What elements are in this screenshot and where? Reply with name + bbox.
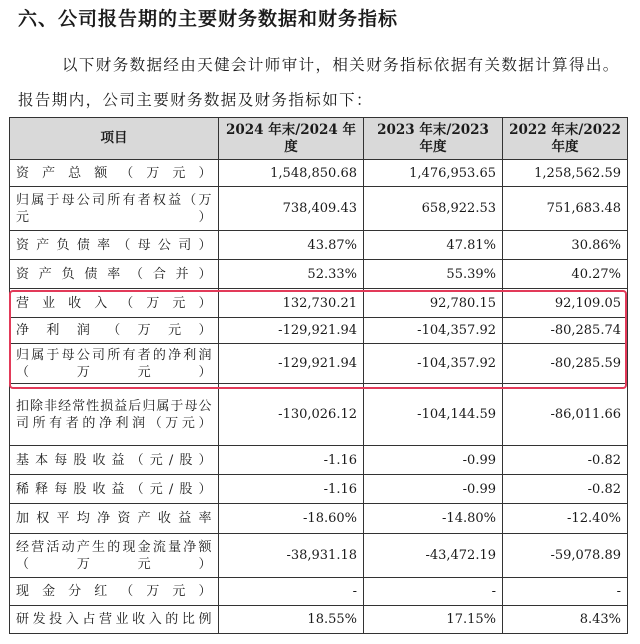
cell-2022: -0.82 — [503, 475, 628, 504]
cell-2023: -104,357.92 — [364, 318, 503, 344]
cell-2023: -104,144.59 — [364, 384, 503, 446]
cell-2024: -38,931.18 — [219, 534, 364, 578]
cell-2024: - — [219, 578, 364, 606]
table-row — [10, 231, 628, 260]
cell-2023: -43,472.19 — [364, 534, 503, 578]
row-label: 资产负债率（合并） — [10, 260, 219, 289]
table-row — [10, 344, 628, 384]
row-label: 营业收入（万元） — [10, 289, 219, 318]
cell-2022: 8.43% — [503, 606, 628, 634]
table-row — [10, 534, 628, 578]
column-header-2024: 2024 年末/2024 年度 — [219, 118, 364, 160]
cell-2022: 1,258,562.59 — [503, 160, 628, 187]
cell-2024: 52.33% — [219, 260, 364, 289]
cell-2023: - — [364, 578, 503, 606]
table-row — [10, 475, 628, 504]
financial-data-table — [9, 117, 628, 634]
cell-2022: -80,285.59 — [503, 344, 628, 384]
cell-2022: 92,109.05 — [503, 289, 628, 318]
row-label: 归属于母公司所有者的净利润（万元） — [10, 344, 219, 384]
cell-2024: -130,026.12 — [219, 384, 364, 446]
cell-2024: -1.16 — [219, 446, 364, 475]
row-label: 研发投入占营业收入的比例 — [10, 606, 219, 634]
column-header-item: 项目 — [10, 118, 219, 160]
cell-2023: 55.39% — [364, 260, 503, 289]
row-label: 加权平均净资产收益率 — [10, 504, 219, 534]
cell-2024: 738,409.43 — [219, 187, 364, 231]
cell-2022: -59,078.89 — [503, 534, 628, 578]
row-label: 归属于母公司所有者权益（万元） — [10, 187, 219, 231]
cell-2022: - — [503, 578, 628, 606]
row-label: 经营活动产生的现金流量净额（万元） — [10, 534, 219, 578]
row-label: 基本每股收益（元/股） — [10, 446, 219, 475]
table-header-row — [10, 118, 628, 160]
cell-2022: 30.86% — [503, 231, 628, 260]
cell-2024: 132,730.21 — [219, 289, 364, 318]
cell-2023: 1,476,953.65 — [364, 160, 503, 187]
table-row — [10, 160, 628, 187]
row-label: 净利润（万元） — [10, 318, 219, 344]
section-title: 六、公司报告期的主要财务数据和财务指标 — [18, 8, 399, 30]
row-label: 现金分红（万元） — [10, 578, 219, 606]
table-row — [10, 504, 628, 534]
cell-2023: 92,780.15 — [364, 289, 503, 318]
cell-2023: -0.99 — [364, 446, 503, 475]
cell-2024: -1.16 — [219, 475, 364, 504]
cell-2024: 43.87% — [219, 231, 364, 260]
table-row — [10, 187, 628, 231]
cell-2022: 751,683.48 — [503, 187, 628, 231]
intro-paragraph-line-1: 以下财务数据经由天健会计师审计，相关财务指标依据有关数据计算得出。 — [62, 56, 620, 74]
cell-2022: -80,285.74 — [503, 318, 628, 344]
cell-2023: 17.15% — [364, 606, 503, 634]
cell-2024: 1,548,850.68 — [219, 160, 364, 187]
column-header-2023: 2023 年末/2023 年度 — [364, 118, 503, 160]
row-label: 资产总额（万元） — [10, 160, 219, 187]
table-row — [10, 318, 628, 344]
intro-paragraph-line-2: 报告期内，公司主要财务数据及财务指标如下： — [18, 91, 373, 109]
cell-2024: -129,921.94 — [219, 318, 364, 344]
table-row — [10, 289, 628, 318]
cell-2024: -129,921.94 — [219, 344, 364, 384]
cell-2022: -86,011.66 — [503, 384, 628, 446]
cell-2022: -12.40% — [503, 504, 628, 534]
table-row — [10, 384, 628, 446]
cell-2022: -0.82 — [503, 446, 628, 475]
table-row — [10, 446, 628, 475]
cell-2024: 18.55% — [219, 606, 364, 634]
table-row — [10, 606, 628, 634]
column-header-2022: 2022 年末/2022 年度 — [503, 118, 628, 160]
row-label: 资产负债率（母公司） — [10, 231, 219, 260]
table-row — [10, 260, 628, 289]
cell-2023: -0.99 — [364, 475, 503, 504]
cell-2023: 658,922.53 — [364, 187, 503, 231]
row-label: 稀释每股收益（元/股） — [10, 475, 219, 504]
row-label: 扣除非经常性损益后归属于母公司所有者的净利润（万元） — [10, 384, 219, 446]
table-row — [10, 578, 628, 606]
cell-2024: -18.60% — [219, 504, 364, 534]
cell-2023: -104,357.92 — [364, 344, 503, 384]
cell-2023: 47.81% — [364, 231, 503, 260]
cell-2022: 40.27% — [503, 260, 628, 289]
cell-2023: -14.80% — [364, 504, 503, 534]
